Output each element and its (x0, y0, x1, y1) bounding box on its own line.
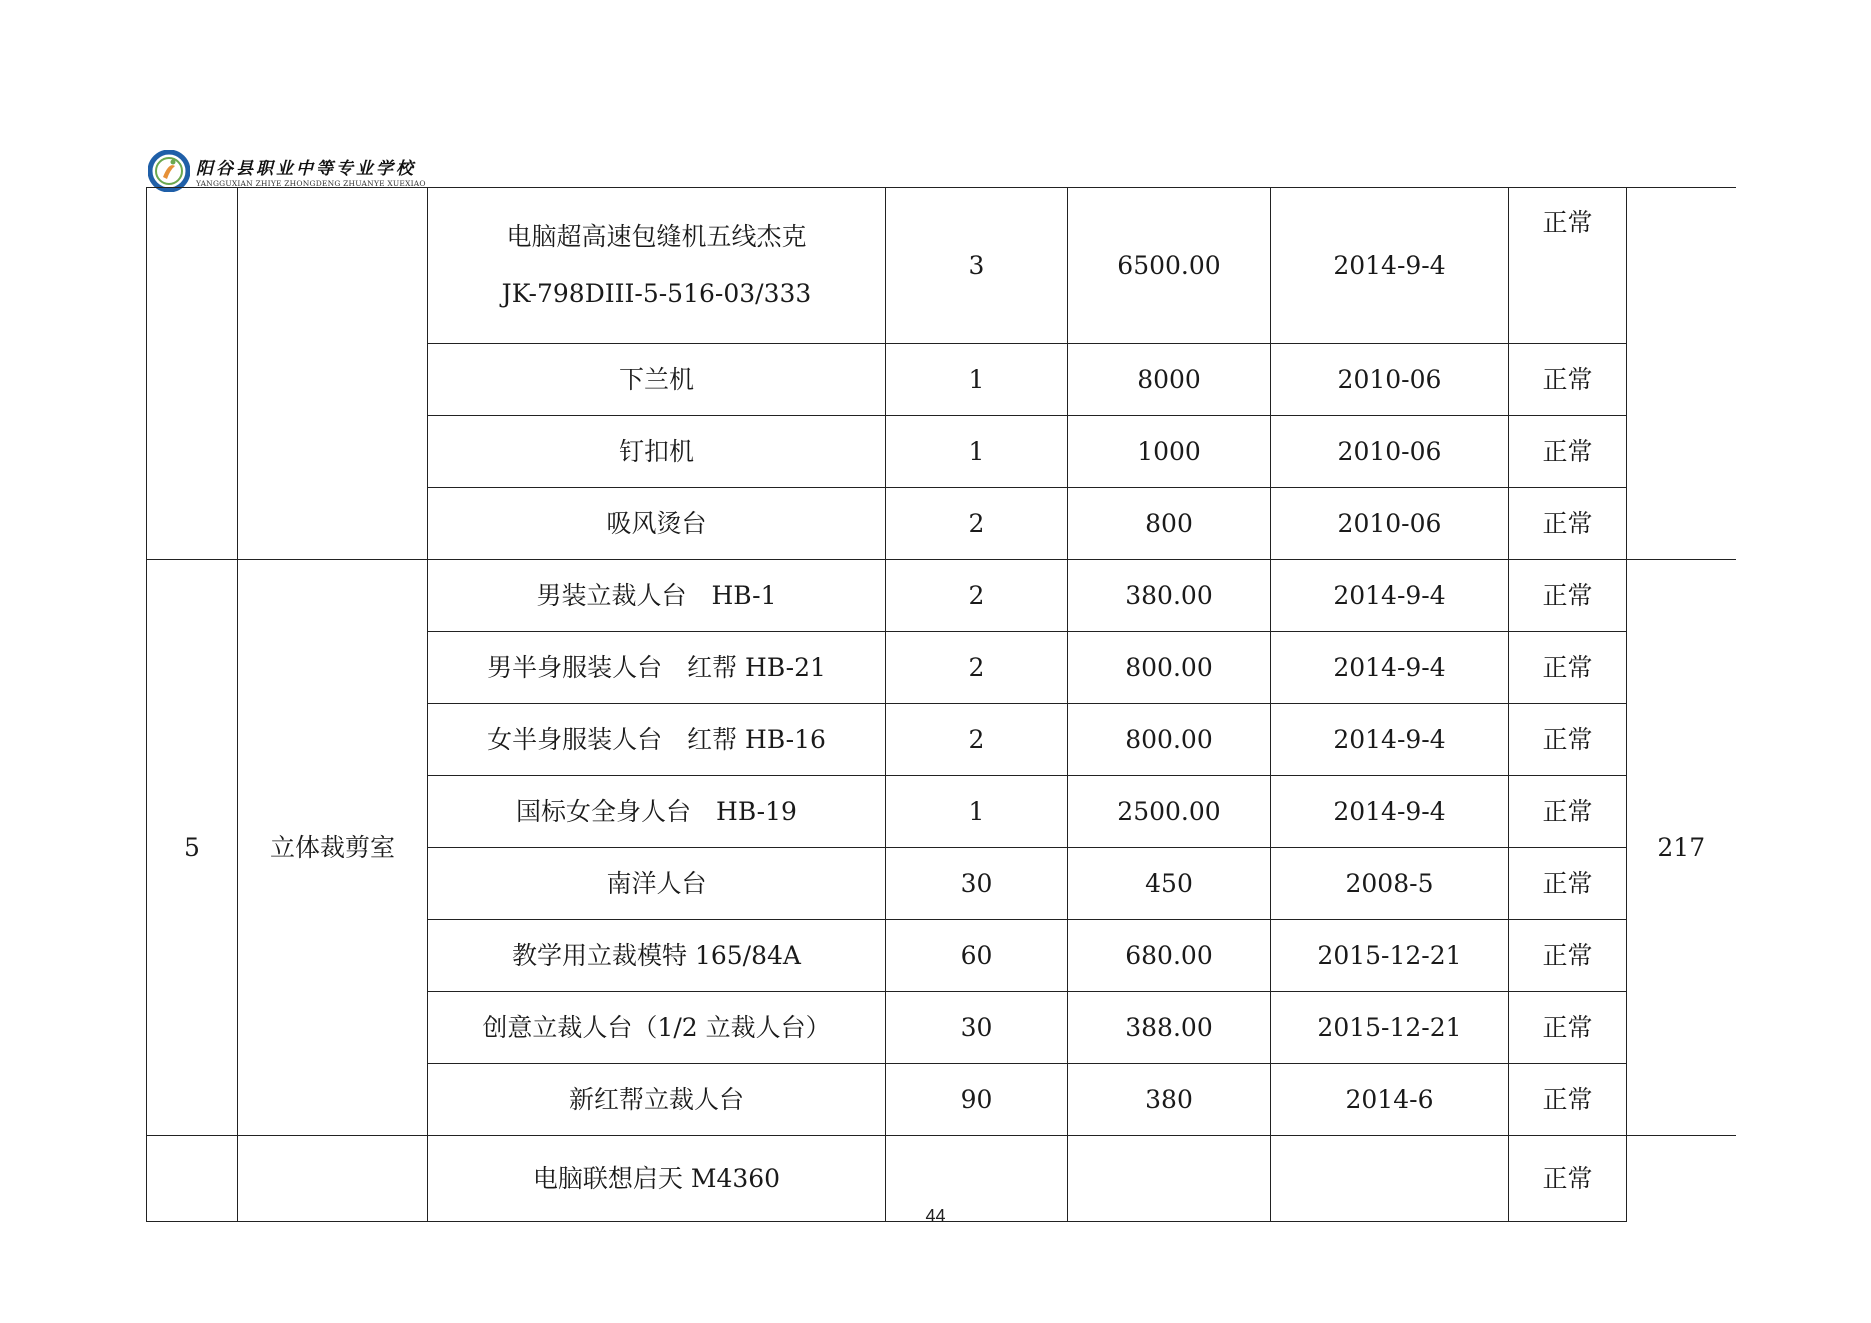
price-cell: 388.00 (1068, 992, 1271, 1064)
quantity-cell: 1 (886, 776, 1068, 848)
school-pinyin: YANGGUXIAN ZHIYE ZHONGDENG ZHUANYE XUEXIAO (196, 179, 426, 188)
price-cell: 8000 (1068, 344, 1271, 416)
status-cell: 正常 (1509, 1136, 1627, 1222)
equipment-name-cell: 女半身服装人台 红帮 HB-16 (428, 704, 886, 776)
equipment-name-cell: 男装立裁人台 HB-1 (428, 560, 886, 632)
quantity-cell: 2 (886, 488, 1068, 560)
quantity-cell: 30 (886, 992, 1068, 1064)
equipment-name-cell: 国标女全身人台 HB-19 (428, 776, 886, 848)
equipment-name-cell: 南洋人台 (428, 848, 886, 920)
price-cell: 800 (1068, 488, 1271, 560)
purchase-date-cell: 2010-06 (1271, 344, 1509, 416)
quantity-cell: 30 (886, 848, 1068, 920)
status-cell: 正常 (1509, 416, 1627, 488)
table-row (147, 560, 1736, 632)
equipment-name-cell: 吸风烫台 (428, 488, 886, 560)
quantity-cell: 2 (886, 704, 1068, 776)
status-cell: 正常 (1509, 776, 1627, 848)
quantity-cell: 1 (886, 344, 1068, 416)
purchase-date-cell: 2014-9-4 (1271, 632, 1509, 704)
price-cell: 1000 (1068, 416, 1271, 488)
area-cell: 217 (1627, 560, 1736, 1136)
price-cell: 800.00 (1068, 704, 1271, 776)
purchase-date-cell: 2015-12-21 (1271, 920, 1509, 992)
equipment-name-cell (428, 188, 886, 344)
status-cell: 正常 (1509, 920, 1627, 992)
table-row (147, 188, 1736, 344)
price-cell: 680.00 (1068, 920, 1271, 992)
status-cell: 正常 (1509, 1064, 1627, 1136)
school-logo-icon (148, 150, 190, 192)
price-cell: 380 (1068, 1064, 1271, 1136)
quantity-cell: 60 (886, 920, 1068, 992)
quantity-cell: 2 (886, 560, 1068, 632)
school-name: 阳谷县职业中等专业学校 (196, 159, 416, 179)
equipment-name-cell: 钉扣机 (428, 416, 886, 488)
page-number: 44 (925, 1206, 946, 1226)
equipment-name-cell: 男半身服装人台 红帮 HB-21 (428, 632, 886, 704)
purchase-date-cell: 2014-6 (1271, 1064, 1509, 1136)
equipment-name-cell: 下兰机 (428, 344, 886, 416)
row-number-cell: 5 (147, 560, 238, 1136)
status-cell: 正常 (1509, 188, 1627, 344)
equipment-name-cell: 创意立裁人台（1/2 立裁人台） (428, 992, 886, 1064)
status-cell: 正常 (1509, 488, 1627, 560)
equipment-table (146, 187, 1736, 1222)
equipment-name-cell: 教学用立裁模特 165/84A (428, 920, 886, 992)
price-cell: 450 (1068, 848, 1271, 920)
quantity-cell: 1 (886, 416, 1068, 488)
purchase-date-cell: 2014-9-4 (1271, 704, 1509, 776)
status-cell: 正常 (1509, 632, 1627, 704)
status-cell: 正常 (1509, 344, 1627, 416)
purchase-date-cell: 2014-9-4 (1271, 560, 1509, 632)
purchase-date-cell: 2010-06 (1271, 416, 1509, 488)
equipment-name-cell: 新红帮立裁人台 (428, 1064, 886, 1136)
area-cell (1627, 188, 1736, 560)
purchase-date-cell: 2010-06 (1271, 488, 1509, 560)
price-cell: 2500.00 (1068, 776, 1271, 848)
row-number-cell (147, 188, 238, 560)
purchase-date-cell: 2014-9-4 (1271, 776, 1509, 848)
status-cell: 正常 (1509, 560, 1627, 632)
equipment-name-cell: 电脑联想启天 M4360 (428, 1136, 886, 1222)
room-name-cell (238, 188, 428, 560)
price-cell: 380.00 (1068, 560, 1271, 632)
status-cell: 正常 (1509, 704, 1627, 776)
price-cell: 800.00 (1068, 632, 1271, 704)
equipment-name-line: 电脑超高速包缝机五线杰克 (506, 222, 807, 252)
room-name-cell: 立体裁剪室 (238, 560, 428, 1136)
purchase-date-cell: 2014-9-4 (1271, 188, 1509, 344)
quantity-cell: 3 (886, 188, 1068, 344)
equipment-model-line: JK-798DIII-5-516-03/333 (501, 278, 812, 308)
price-cell: 6500.00 (1068, 188, 1271, 344)
status-cell: 正常 (1509, 992, 1627, 1064)
purchase-date-cell: 2008-5 (1271, 848, 1509, 920)
status-cell: 正常 (1509, 848, 1627, 920)
quantity-cell: 90 (886, 1064, 1068, 1136)
purchase-date-cell: 2015-12-21 (1271, 992, 1509, 1064)
quantity-cell: 2 (886, 632, 1068, 704)
